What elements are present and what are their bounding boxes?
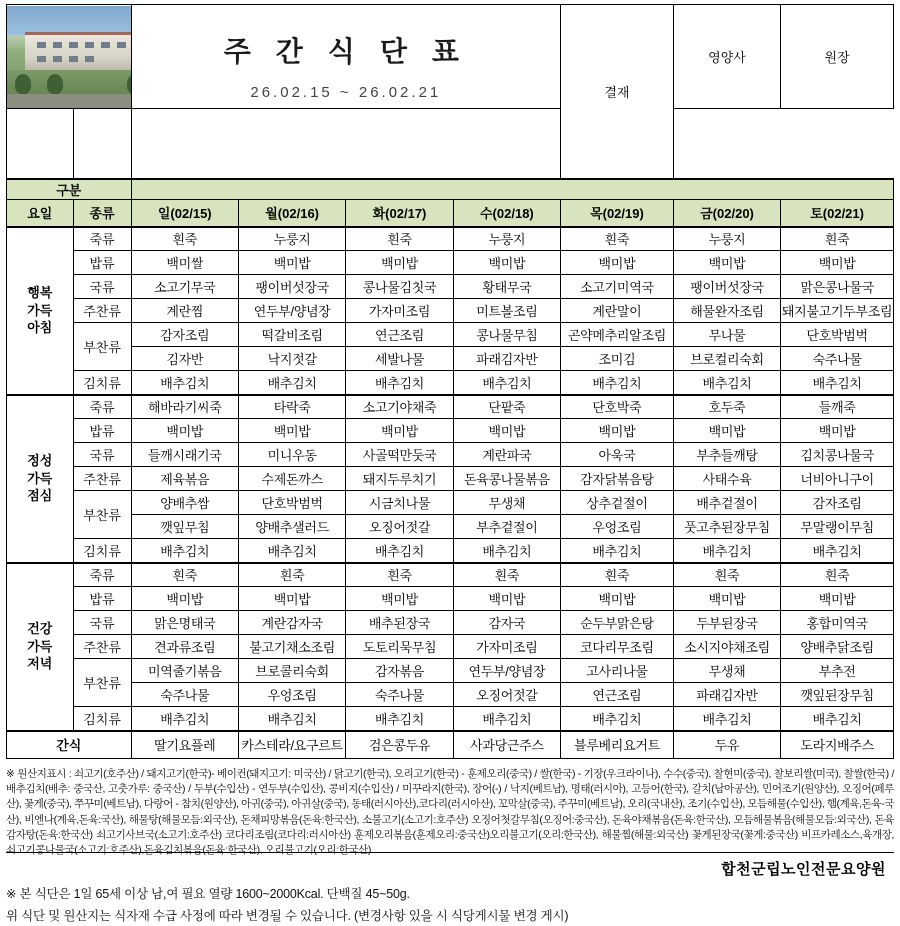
menu-item-sun: 백미쌀 — [131, 251, 238, 275]
day-header-thu: 목(02/19) — [561, 200, 674, 227]
menu-row — [7, 491, 894, 515]
menu-item-wed: 백미밥 — [453, 251, 560, 275]
menu-item-fri: 백미밥 — [673, 419, 780, 443]
snack-label: 간식 — [7, 731, 132, 759]
menu-item-mon: 백미밥 — [238, 419, 345, 443]
menu-item-tue: 세발나물 — [346, 347, 453, 371]
menu-category-label: 주찬류 — [73, 467, 131, 491]
menu-item-mon: 불고기채소조림 — [238, 635, 345, 659]
menu-item-mon: 우엉조림 — [238, 683, 345, 707]
menu-item-fri: 배추김치 — [673, 539, 780, 563]
header-row — [7, 5, 894, 109]
menu-item-sat: 백미밥 — [781, 419, 894, 443]
menu-category-label: 죽류 — [73, 395, 131, 419]
menu-category-label: 밥류 — [73, 419, 131, 443]
menu-item-sat: 숙주나물 — [781, 347, 894, 371]
yoil-label: 요일 — [7, 200, 74, 227]
signature-nutritionist[interactable] — [7, 109, 74, 179]
meal-body — [7, 227, 894, 731]
menu-item-mon: 낙지젓갈 — [238, 347, 345, 371]
menu-category-label: 국류 — [73, 611, 131, 635]
calorie-note: ※ 본 식단은 1일 65세 이상 남,여 필요 열량 1600~2000Kcal. 단백질 45~50g. — [6, 887, 410, 902]
menu-category-label: 밥류 — [73, 587, 131, 611]
menu-item-thu: 배추김치 — [561, 371, 674, 395]
signature-director[interactable] — [73, 109, 131, 179]
menu-item-mon: 배추김치 — [238, 707, 345, 731]
menu-item-thu: 백미밥 — [561, 419, 674, 443]
menu-item-sun: 배추김치 — [131, 539, 238, 563]
gubun-label: 구분 — [7, 179, 132, 200]
menu-item-sat: 백미밥 — [781, 251, 894, 275]
menu-item-fri: 브로컬리숙회 — [673, 347, 780, 371]
menu-item-wed: 배추김치 — [453, 539, 560, 563]
jongryu-label: 종류 — [73, 200, 131, 227]
menu-item-sat: 백미밥 — [781, 587, 894, 611]
menu-item-tue: 배추김치 — [346, 371, 453, 395]
menu-category-label: 김치류 — [73, 371, 131, 395]
menu-item-tue: 연근조림 — [346, 323, 453, 347]
change-note: 위 식단 및 원산지는 식자재 수급 사정에 따라 변경될 수 있습니다. (변경사항 있을 시 식당게시물 변경 게시) — [6, 909, 569, 924]
menu-item-tue: 백미밥 — [346, 251, 453, 275]
menu-item-sun: 배추김치 — [131, 371, 238, 395]
menu-item-thu: 코다리무조림 — [561, 635, 674, 659]
menu-item-mon: 타락죽 — [238, 395, 345, 419]
page-title: 주 간 식 단 표 — [223, 37, 468, 68]
menu-item-tue: 흰죽 — [346, 227, 453, 251]
menu-item-mon: 누룽지 — [238, 227, 345, 251]
menu-item-sun: 계란찜 — [131, 299, 238, 323]
menu-item-mon: 계란감자국 — [238, 611, 345, 635]
menu-item-thu: 배추김치 — [561, 539, 674, 563]
document-title-cell — [131, 5, 561, 109]
menu-item-fri: 누룽지 — [673, 227, 780, 251]
menu-item-fri: 해물완자조림 — [673, 299, 780, 323]
menu-item-tue: 소고기야채죽 — [346, 395, 453, 419]
menu-item-fri: 백미밥 — [673, 587, 780, 611]
organization-name: 합천군립노인전문요양원 — [721, 861, 886, 878]
menu-item-fri: 배추김치 — [673, 371, 780, 395]
menu-item-tue: 시금치나물 — [346, 491, 453, 515]
menu-item-wed: 배추김치 — [453, 707, 560, 731]
menu-item-wed: 파래김자반 — [453, 347, 560, 371]
menu-category-label: 주찬류 — [73, 635, 131, 659]
menu-item-wed: 미트볼조림 — [453, 299, 560, 323]
menu-item-wed: 단팥죽 — [453, 395, 560, 419]
menu-item-sun: 제육볶음 — [131, 467, 238, 491]
menu-item-tue: 도토리묵무침 — [346, 635, 453, 659]
weekly-menu-table — [6, 4, 894, 759]
menu-row — [7, 299, 894, 323]
menu-item-thu: 단호박죽 — [561, 395, 674, 419]
menu-item-thu: 조미김 — [561, 347, 674, 371]
menu-item-mon: 배추김치 — [238, 539, 345, 563]
menu-item-tue: 감자볶음 — [346, 659, 453, 683]
menu-item-sun: 백미밥 — [131, 419, 238, 443]
menu-row — [7, 515, 894, 539]
snack-mon: 카스테라/요구르트 — [238, 731, 345, 759]
menu-item-mon: 백미밥 — [238, 587, 345, 611]
meal-period-label: 건강 가득 저녁 — [7, 563, 74, 731]
snack-tue: 검은콩두유 — [346, 731, 453, 759]
menu-item-wed: 돈육콩나물볶음 — [453, 467, 560, 491]
menu-item-mon: 미니우동 — [238, 443, 345, 467]
menu-item-thu: 고사리나물 — [561, 659, 674, 683]
menu-item-sat: 맑은콩나물국 — [781, 275, 894, 299]
menu-item-tue: 사골떡만둣국 — [346, 443, 453, 467]
menu-item-fri: 무생채 — [673, 659, 780, 683]
menu-row — [7, 371, 894, 395]
menu-item-sat: 양배추닭조림 — [781, 635, 894, 659]
menu-item-wed: 백미밥 — [453, 419, 560, 443]
menu-row — [7, 563, 894, 587]
menu-item-tue: 배추김치 — [346, 707, 453, 731]
menu-item-fri: 두부된장국 — [673, 611, 780, 635]
menu-category-label: 부찬류 — [73, 323, 131, 371]
day-header-mon: 월(02/16) — [238, 200, 345, 227]
menu-category-label: 국류 — [73, 275, 131, 299]
menu-item-tue: 백미밥 — [346, 419, 453, 443]
menu-item-sat: 단호박범벅 — [781, 323, 894, 347]
meal-period-label: 정성 가득 점심 — [7, 395, 74, 563]
menu-item-wed: 황태무국 — [453, 275, 560, 299]
menu-item-thu: 순두부맑은탕 — [561, 611, 674, 635]
signature-row — [7, 109, 894, 179]
date-range: 26.02.15 ~ 26.02.21 — [250, 84, 442, 101]
menu-row — [7, 587, 894, 611]
menu-item-tue: 가자미조림 — [346, 299, 453, 323]
menu-item-wed: 연두부/양념장 — [453, 659, 560, 683]
menu-item-wed: 배추김치 — [453, 371, 560, 395]
menu-item-fri: 풋고추된장무침 — [673, 515, 780, 539]
menu-item-tue: 백미밥 — [346, 587, 453, 611]
menu-item-sun: 소고기무국 — [131, 275, 238, 299]
menu-item-tue: 흰죽 — [346, 563, 453, 587]
menu-item-sun: 맑은명태국 — [131, 611, 238, 635]
menu-category-label: 국류 — [73, 443, 131, 467]
meal-period-label: 행복 가득 아침 — [7, 227, 74, 395]
origin-note: ※ 원산지표시 : 쇠고기(호주산) / 돼지고기(한국)- 베이컨(돼지고기: 미국산) / 닭고기(한국), 오리고기(한국) - 훈제오리(중국) / 쌀(한국) - 기장(우크라이나), 수수(중국), 찰현미(중국), 찰보리쌀(미국), 찰쌀(한국) / 배추김치(배추: 중국산, 고춧가루: 중국산) / 두부(수입산) - 연두부(수입산), 콩비지(수입산) / 미꾸라지(한국), 장어(-) / 낙지(베트남), 명태(러시아), 고등어(한국), 갈치(남아공산), 민어조기(원양산), 오징어(페루산), 꽃게(중국), 쭈꾸미(베트남), 다랑어 - 참치(원양산), 아귀(중국), 아귀살(중국), 동태(러시아산),코다리(러시아산), 꼬막살(중국), 주꾸미(베트남), 오리(국내산), 조기(수입산), 모듬해물(수입산), 햄(계육,돈육-국산), 비엔나(계육,돈육:국산), 해물탕(해물모듬:외국산), 돈채피망볶음(돈육:한국산), 소불고기(소고기:호주산) 오징어첫갈무침(오징어:중국산), 돈육야채볶음(돈육:한국산), 모듬해물볶음(해물모듬:외국산), 돈육감자탕(돈육:한국산) 쇠고기사브국(소고기:호주산) 코다리조림(코다리:러시아산) 훈제오리볶음(훈제오리:중국산)오리불고기(오리:한국산), 해물찜(해물:외국산) 꽃게된장국(꽃게:중국산) 비프카레소스,육개장,쇠고기콩나물국(소고기:호주산),돈육김치볶음(돈육:한국산), 오리불고기(오리:한국산) — [6, 768, 894, 857]
menu-item-sun: 흰죽 — [131, 227, 238, 251]
menu-item-tue: 배추김치 — [346, 539, 453, 563]
gubun-spacer — [131, 179, 893, 200]
menu-item-wed: 흰죽 — [453, 563, 560, 587]
menu-item-wed: 부추겉절이 — [453, 515, 560, 539]
menu-row — [7, 659, 894, 683]
snack-fri: 두유 — [673, 731, 780, 759]
menu-item-fri: 배추김치 — [673, 707, 780, 731]
menu-item-sat: 부추전 — [781, 659, 894, 683]
menu-row — [7, 419, 894, 443]
menu-item-thu: 우엉조림 — [561, 515, 674, 539]
menu-item-tue: 콩나물김칫국 — [346, 275, 453, 299]
snack-thu: 블루베리요거트 — [561, 731, 674, 759]
menu-category-label: 주찬류 — [73, 299, 131, 323]
menu-item-fri: 사태수육 — [673, 467, 780, 491]
day-header-tue: 화(02/17) — [346, 200, 453, 227]
menu-item-mon: 백미밥 — [238, 251, 345, 275]
menu-item-mon: 떡갈비조림 — [238, 323, 345, 347]
menu-row — [7, 611, 894, 635]
menu-item-wed: 계란파국 — [453, 443, 560, 467]
menu-item-sat: 흰죽 — [781, 563, 894, 587]
menu-item-sat: 너비아니구이 — [781, 467, 894, 491]
menu-item-tue: 돼지두루치기 — [346, 467, 453, 491]
menu-row — [7, 707, 894, 731]
day-header-sat: 토(02/21) — [781, 200, 894, 227]
facility-photo — [7, 5, 132, 109]
menu-item-thu: 흰죽 — [561, 563, 674, 587]
menu-item-sun: 견과류조림 — [131, 635, 238, 659]
menu-item-sat: 돼지불고기두부조림 — [781, 299, 894, 323]
menu-category-label: 부찬류 — [73, 659, 131, 707]
menu-row — [7, 275, 894, 299]
menu-row — [7, 443, 894, 467]
menu-item-mon: 흰죽 — [238, 563, 345, 587]
menu-item-sat: 흰죽 — [781, 227, 894, 251]
menu-item-sat: 배추김치 — [781, 539, 894, 563]
menu-item-sun: 흰죽 — [131, 563, 238, 587]
menu-item-sun: 들깨시래기국 — [131, 443, 238, 467]
menu-item-thu: 소고기미역국 — [561, 275, 674, 299]
menu-item-sun: 깻잎무침 — [131, 515, 238, 539]
menu-item-sat: 배추김치 — [781, 707, 894, 731]
menu-item-fri: 부추들깨탕 — [673, 443, 780, 467]
snack-sat: 도라지배주스 — [781, 731, 894, 759]
approver-role-director: 원장 — [781, 5, 894, 109]
menu-item-mon: 양배추샐러드 — [238, 515, 345, 539]
menu-item-thu: 흰죽 — [561, 227, 674, 251]
menu-category-label: 밥류 — [73, 251, 131, 275]
menu-item-sat: 감자조림 — [781, 491, 894, 515]
menu-category-label: 김치류 — [73, 707, 131, 731]
gubun-row — [7, 179, 894, 200]
menu-row — [7, 251, 894, 275]
menu-item-thu: 계란말이 — [561, 299, 674, 323]
menu-category-label: 부찬류 — [73, 491, 131, 539]
day-header-row — [7, 200, 894, 227]
menu-category-label: 김치류 — [73, 539, 131, 563]
menu-item-wed: 가자미조림 — [453, 635, 560, 659]
menu-item-thu: 백미밥 — [561, 587, 674, 611]
menu-item-fri: 배추겉절이 — [673, 491, 780, 515]
menu-category-label: 죽류 — [73, 227, 131, 251]
menu-item-sun: 미역줄기볶음 — [131, 659, 238, 683]
menu-item-fri: 무나물 — [673, 323, 780, 347]
menu-row — [7, 539, 894, 563]
menu-item-sat: 깻잎된장무침 — [781, 683, 894, 707]
menu-item-wed: 오징어젓갈 — [453, 683, 560, 707]
menu-item-sat: 김치콩나물국 — [781, 443, 894, 467]
menu-item-thu: 배추김치 — [561, 707, 674, 731]
menu-item-sun: 김자반 — [131, 347, 238, 371]
footer-divider — [6, 852, 894, 853]
menu-item-mon: 배추김치 — [238, 371, 345, 395]
menu-row — [7, 395, 894, 419]
menu-row — [7, 347, 894, 371]
day-header-wed: 수(02/18) — [453, 200, 560, 227]
approver-role-nutritionist: 영양사 — [673, 5, 780, 109]
snack-wed: 사과당근주스 — [453, 731, 560, 759]
menu-item-wed: 무생채 — [453, 491, 560, 515]
menu-item-sat: 홍합미역국 — [781, 611, 894, 635]
menu-item-mon: 연두부/양념장 — [238, 299, 345, 323]
menu-item-sun: 감자조림 — [131, 323, 238, 347]
menu-item-tue: 배추된장국 — [346, 611, 453, 635]
day-header-sun: 일(02/15) — [131, 200, 238, 227]
menu-item-sun: 숙주나물 — [131, 683, 238, 707]
menu-item-sun: 양배추쌈 — [131, 491, 238, 515]
menu-category-label: 죽류 — [73, 563, 131, 587]
menu-item-fri: 파래김자반 — [673, 683, 780, 707]
menu-row — [7, 467, 894, 491]
menu-item-fri: 팽이버섯장국 — [673, 275, 780, 299]
menu-item-wed: 누룽지 — [453, 227, 560, 251]
menu-item-mon: 팽이버섯장국 — [238, 275, 345, 299]
menu-item-fri: 흰죽 — [673, 563, 780, 587]
approval-label: 결재 — [561, 5, 674, 179]
day-header-fri: 금(02/20) — [673, 200, 780, 227]
menu-item-sun: 백미밥 — [131, 587, 238, 611]
menu-row — [7, 323, 894, 347]
menu-item-mon: 브로콜리숙회 — [238, 659, 345, 683]
menu-item-thu: 감자닭볶음탕 — [561, 467, 674, 491]
menu-item-fri: 소시지야채조림 — [673, 635, 780, 659]
menu-item-wed: 백미밥 — [453, 587, 560, 611]
menu-item-sun: 배추김치 — [131, 707, 238, 731]
menu-item-wed: 콩나물무침 — [453, 323, 560, 347]
menu-item-thu: 백미밥 — [561, 251, 674, 275]
menu-item-fri: 백미밥 — [673, 251, 780, 275]
menu-item-sat: 들깨죽 — [781, 395, 894, 419]
menu-item-thu: 상추겉절이 — [561, 491, 674, 515]
menu-item-sat: 배추김치 — [781, 371, 894, 395]
menu-item-thu: 곤약메추리알조림 — [561, 323, 674, 347]
menu-item-fri: 호두죽 — [673, 395, 780, 419]
snack-row — [7, 731, 894, 759]
menu-item-thu: 연근조림 — [561, 683, 674, 707]
menu-row — [7, 227, 894, 251]
menu-item-sun: 해바라기씨죽 — [131, 395, 238, 419]
menu-row — [7, 635, 894, 659]
menu-item-mon: 수제돈까스 — [238, 467, 345, 491]
menu-item-wed: 감자국 — [453, 611, 560, 635]
snack-sun: 딸기요플레 — [131, 731, 238, 759]
menu-item-sat: 무말랭이무침 — [781, 515, 894, 539]
menu-item-tue: 숙주나물 — [346, 683, 453, 707]
menu-row — [7, 683, 894, 707]
menu-item-thu: 아욱국 — [561, 443, 674, 467]
menu-item-tue: 오징어젓갈 — [346, 515, 453, 539]
menu-item-mon: 단호박범벅 — [238, 491, 345, 515]
